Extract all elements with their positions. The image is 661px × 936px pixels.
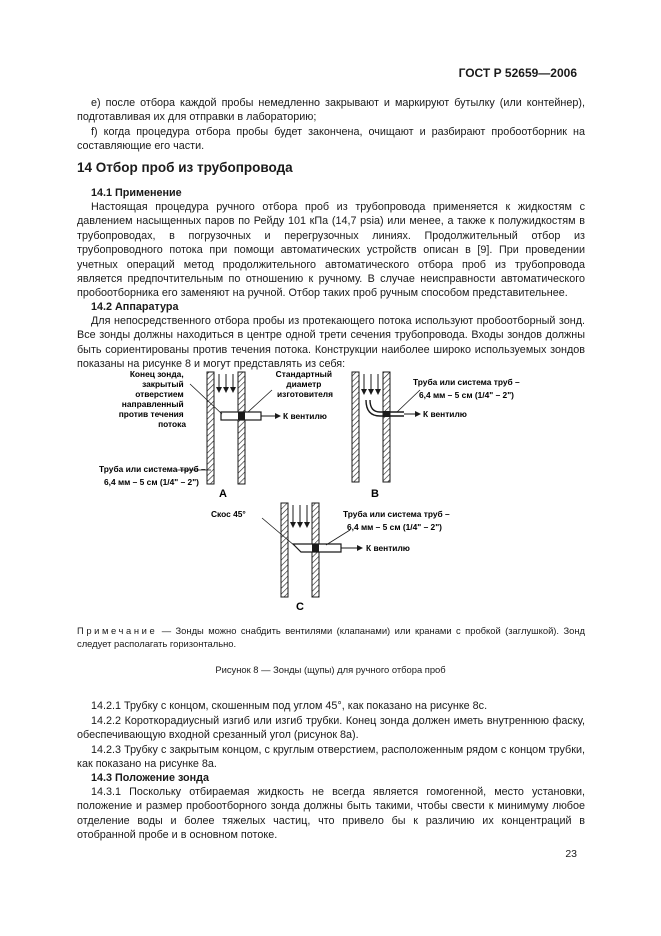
section-14-1-title: 14.1 Применение <box>91 187 182 199</box>
probe-a-diameter-label: Стандартный диаметр изготовителя <box>275 369 333 399</box>
page-number: 23 <box>565 848 577 860</box>
figure-note <box>77 624 585 651</box>
section-14-2-title: 14.2 Аппаратура <box>91 301 179 313</box>
section-14-2-2: 14.2.2 Короткорадиусный изгиб или изгиб трубки. Конец зонда должен иметь внутреннюю фаску, обеспечивающую входной срезанный угол (рисунок 8a). <box>77 715 585 742</box>
probe-b-pipe-size: 6,4 мм – 5 см (1/4" – 2") <box>419 390 514 400</box>
probe-c-letter: C <box>296 601 304 613</box>
probe-b-letter: B <box>371 488 379 500</box>
probe-c-bevel-label: Скос 45° <box>211 509 246 519</box>
section-14-2-3: 14.2.3 Трубку с закрытым концом, с круглым отверстием, расположенным рядом с концом трубки, как показано на рисунке 8a. <box>77 744 585 771</box>
probe-b-valve-label: К вентилю <box>423 409 467 419</box>
probe-a-pipe-label: Труба или система труб – <box>99 464 206 474</box>
section-14-2-1: 14.2.1 Трубку с концом, скошенным под углом 45°, как показано на рисунке 8c. <box>91 700 488 712</box>
note-text: — Зонды можно снабдить вентилями (клапанами) или кранами с пробкой (заглушкой). Зонд следует располагать горизонтально. <box>77 625 585 650</box>
section-14-3-1: 14.3.1 Поскольку отбираемая жидкость не всегда является гомогенной, место установки, положение и размер пробоотборного зонда должны быть такими, чтобы свести к минимуму любое отделение воды и более тяжелых частиц, что привело бы к различию их концентраций в отобранной пробе и в основном потоке. <box>77 786 585 842</box>
probe-c-pipe-size: 6,4 мм – 5 см (1/4" – 2") <box>347 522 442 532</box>
probe-a-letter: A <box>219 488 227 500</box>
probe-a-pipe-size: 6,4 мм – 5 см (1/4" – 2") <box>104 477 199 487</box>
probe-b-pipe-label: Труба или система труб – <box>413 377 520 387</box>
paragraph-f: f) когда процедура отбора пробы будет закончена, очищают и разбирают пробоотборник на составляющие его части. <box>77 126 585 153</box>
probe-c-valve-label: К вентилю <box>366 543 410 553</box>
section-14-title: 14 Отбор проб из трубопровода <box>77 160 293 175</box>
figure-caption: Рисунок 8 — Зонды (щупы) для ручного отбора проб <box>215 664 446 675</box>
standard-header: ГОСТ Р 52659—2006 <box>458 66 577 80</box>
probe-a-tip-label: Конец зонда, закрытый отверстием направленный против течения потока <box>118 369 186 429</box>
paragraph-e: е) после отбора каждой пробы немедленно закрывают и маркируют бутылку (или контейнер), подготавливая их для отправки в лабораторию; <box>77 97 585 124</box>
probe-c-pipe-label: Труба или система труб – <box>343 509 450 519</box>
note-prefix: Примечание <box>77 625 158 636</box>
figure-8-probes <box>0 360 661 620</box>
section-14-3-title: 14.3 Положение зонда <box>91 772 210 784</box>
section-14-2-text: Для непосредственного отбора пробы из протекающего потока используют пробоотборный зонд. Все зонды должны находиться в центре одной трети сечения трубопровода. Входы зондов должны быть сориентированы против течения потока. Конструкции наиболее широко используемых зондов показаны на рисунке 8 и могут представлять из себя: <box>77 315 585 371</box>
probe-a-valve-label: К вентилю <box>283 411 327 421</box>
probe-b-diagram <box>352 372 420 482</box>
section-14-1-text: Настоящая процедура ручного отбора проб из трубопровода применяется к жидкостям с давлением насыщенных паров по Рейду 101 кПа (14,7 psia) или менее, а также к полужидкостям в трубопроводах, в погрузочных и перегрузочных линиях. Продолжительный отбор из трубопроводного потока при помощи автоматических устройств описан в [9]. При проведении учетных операций метод продолжительного автоматического отбора проб из трубопровода является предпочтительным по отношению к ручному. В случае неисправности автоматического пробоотборника его заменяют на ручной. Отбор таких проб ручным способом представительнее. <box>77 201 585 300</box>
